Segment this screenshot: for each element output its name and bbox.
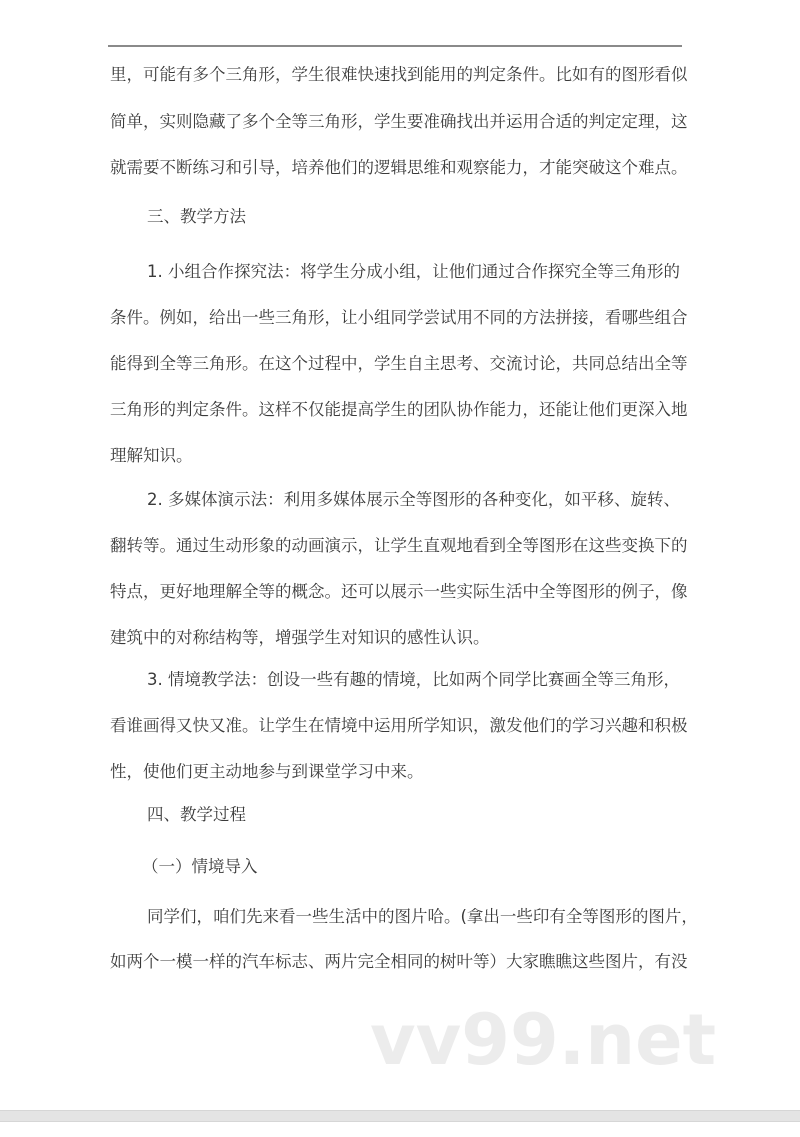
paragraph-line: 能得到全等三角形。在这个过程中，学生自主思考、交流讨论，共同总结出全等 (110, 354, 688, 373)
paragraph-line: 就需要不断练习和引导，培养他们的逻辑思维和观察能力，才能突破这个难点。 (110, 158, 688, 177)
paragraph-line: 三角形的判定条件。这样不仅能提高学生的团队协作能力，还能让他们更深入地 (110, 400, 688, 419)
paragraph-line: 特点，更好地理解全等的概念。还可以展示一些实际生活中全等图形的例子，像 (110, 582, 688, 601)
paragraph-line: 理解知识。 (110, 446, 193, 465)
paragraph-line: 里，可能有多个三角形，学生很难快速找到能用的判定条件。比如有的图形看似 (110, 65, 688, 84)
paragraph-line: 如两个一模一样的汽车标志、两片完全相同的树叶等）大家瞧瞧这些图片，有没 (110, 952, 688, 971)
watermark: vv99.net (370, 999, 717, 1081)
header-rule (108, 45, 682, 47)
paragraph-line: 3. 情境教学法：创设一些有趣的情境，比如两个同学比赛画全等三角形， (147, 670, 680, 689)
paragraph-line: 2. 多媒体演示法：利用多媒体展示全等图形的各种变化，如平移、旋转、 (147, 490, 680, 509)
paragraph-line: 同学们，咱们先来看一些生活中的图片哈。(拿出一些印有全等图形的图片， (147, 907, 698, 926)
paragraph-line: 条件。例如，给出一些三角形，让小组同学尝试用不同的方法拼接，看哪些组合 (110, 308, 688, 327)
paragraph-line: 翻转等。通过生动形象的动画演示，让学生直观地看到全等图形在这些变换下的 (110, 536, 688, 555)
page-bottom-edge (0, 1110, 800, 1122)
paragraph-line: 看谁画得又快又准。让学生在情境中运用所学知识，激发他们的学习兴趣和积极 (110, 716, 688, 735)
paragraph-line: 性，使他们更主动地参与到课堂学习中来。 (110, 762, 424, 781)
section-heading: 四、教学过程 (147, 805, 246, 824)
subsection-heading: （一）情境导入 (142, 857, 258, 876)
paragraph-line: 建筑中的对称结构等，增强学生对知识的感性认识。 (110, 628, 490, 647)
paragraph-line: 简单，实则隐藏了多个全等三角形，学生要准确找出并运用合适的判定定理，这 (110, 112, 688, 131)
paragraph-line: 1. 小组合作探究法：将学生分成小组，让他们通过合作探究全等三角形的 (147, 262, 680, 281)
section-heading: 三、教学方法 (147, 207, 246, 226)
